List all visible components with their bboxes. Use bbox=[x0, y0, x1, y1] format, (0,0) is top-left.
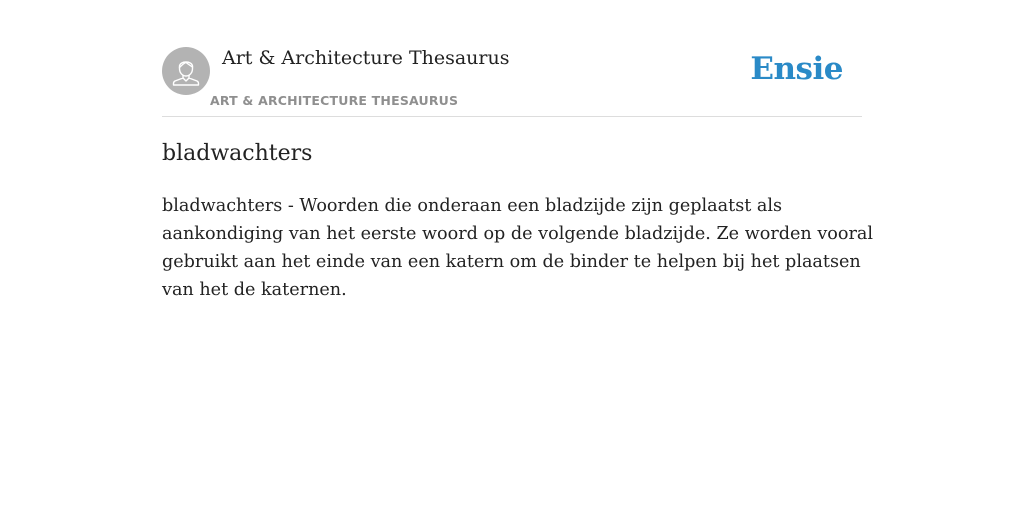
definition-line: aankondiging van het eerste woord op de volgende bladzijde. Ze worden vooral bbox=[162, 224, 874, 244]
user-icon bbox=[162, 47, 210, 95]
definition-line: gebruikt aan het einde van een katern om de binder te helpen bij het plaatsen bbox=[162, 252, 861, 272]
definition-line: van het de katernen. bbox=[162, 280, 347, 300]
ensie-logo[interactable]: Ensie bbox=[750, 51, 843, 87]
definition-text bbox=[162, 192, 874, 304]
page-title: bladwachters bbox=[162, 141, 313, 166]
header bbox=[162, 0, 862, 117]
category-label[interactable]: ART & ARCHITECTURE THESAURUS bbox=[210, 93, 459, 108]
definition-line: bladwachters - Woorden die onderaan een bladzijde zijn geplaatst als bbox=[162, 196, 783, 216]
avatar[interactable] bbox=[162, 47, 210, 95]
author-name[interactable]: Art & Architecture Thesaurus bbox=[222, 47, 510, 69]
